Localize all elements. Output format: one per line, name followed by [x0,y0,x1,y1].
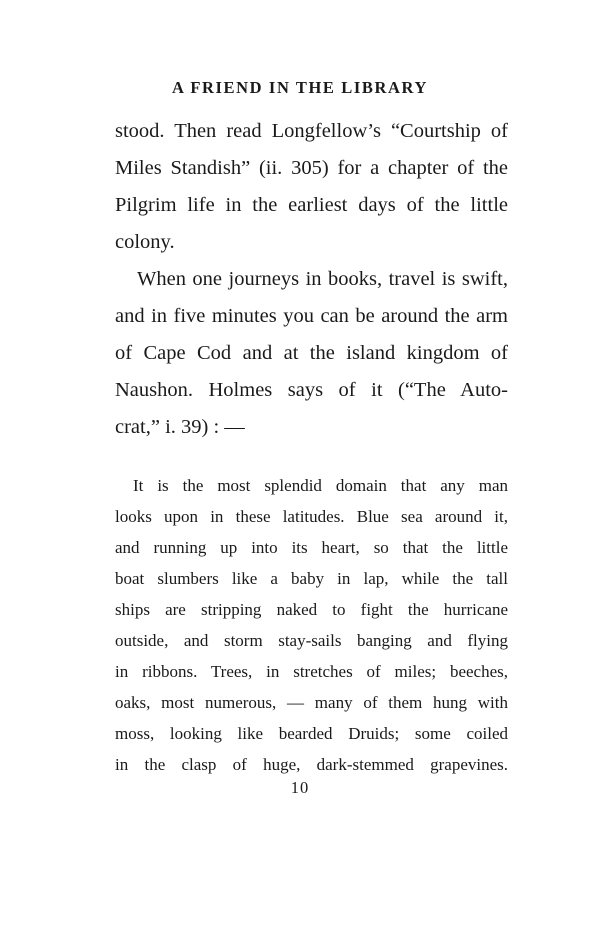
quote-line: in ribbons. Trees, in stretches of miles; beeches, [115,662,508,681]
text-line: Pilgrim life in the earliest days of the little [115,194,508,216]
text-line: and in five minutes you can be around the arm [115,305,508,327]
quote-line: in the clasp of huge, dark-stemmed grapevines. [115,755,508,774]
quote-line: looks upon in these latitudes. Blue sea around it, [115,507,508,526]
text-line: colony. [115,231,175,253]
quote-line: ships are stripping naked to fight the hurricane [115,600,508,619]
text-line: Naushon. Holmes says of it (“The Auto- [115,379,508,401]
quote-line: moss, looking like bearded Druids; some coiled [115,724,508,743]
text-line: of Cape Cod and at the island kingdom of [115,342,508,364]
quote-line: and running up into its heart, so that the little [115,538,508,557]
page-number: 10 [290,778,310,797]
quote-line: outside, and storm stay-sails banging and flying [115,631,508,650]
text-line: stood. Then read Longfellow’s “Courtship of [115,120,508,142]
quote-line: oaks, most numerous, — many of them hung with [115,693,508,712]
text-line: crat,” i. 39) : — [115,416,245,438]
running-head: A FRIEND IN THE LIBRARY [172,78,428,97]
text-line: When one journeys in books, travel is swift, [137,268,508,290]
quote-line: It is the most splendid domain that any man [133,476,508,495]
quote-line: boat slumbers like a baby in lap, while the tall [115,569,508,588]
text-line: Miles Standish” (ii. 305) for a chapter of the [115,157,508,179]
